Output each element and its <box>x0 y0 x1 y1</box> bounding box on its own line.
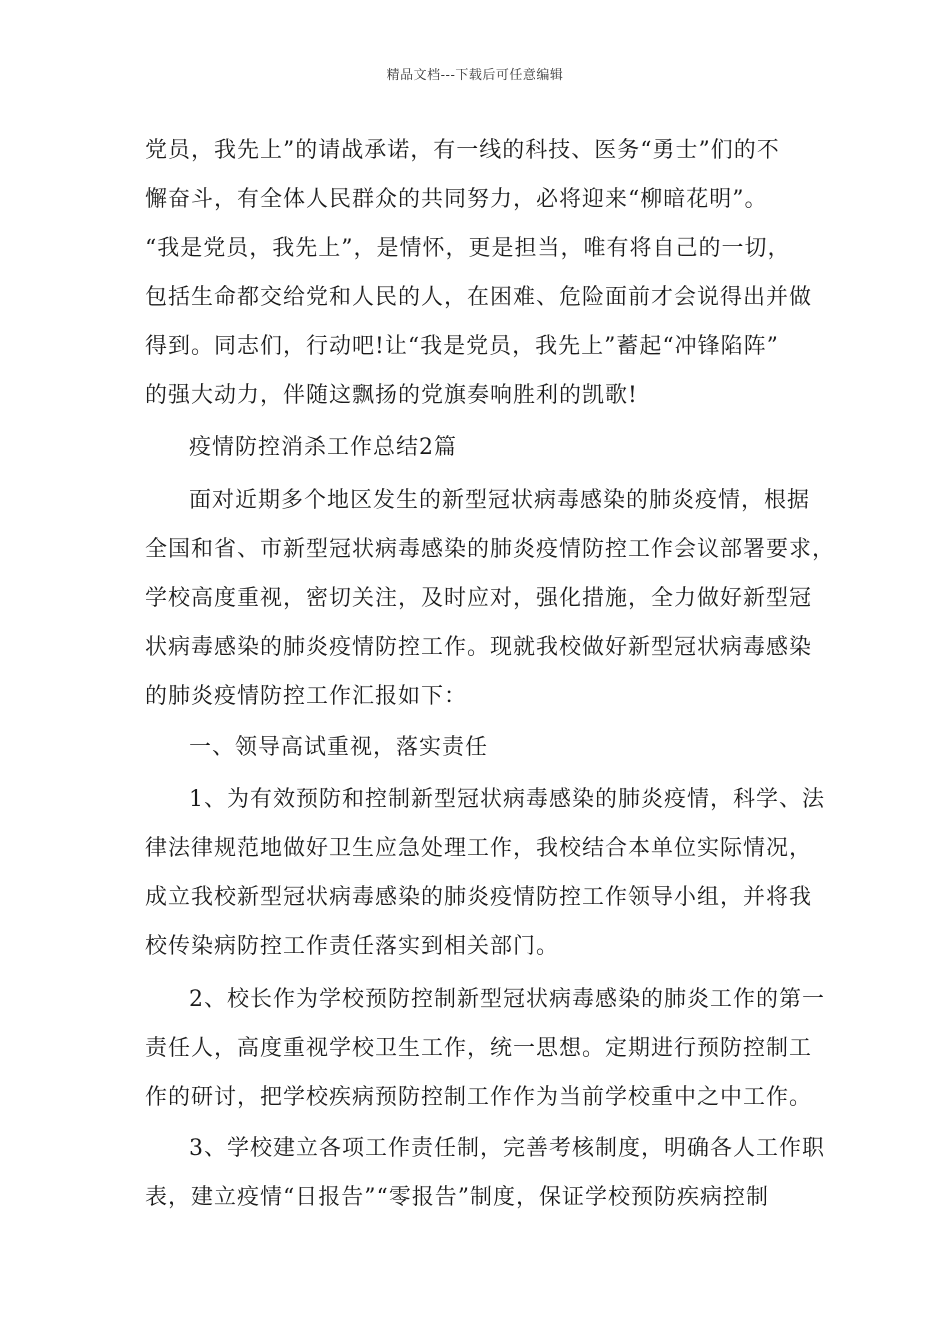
paragraph-line: 1、为有效预防和控制新型冠状病毒感染的肺炎疫情，科学、法 <box>189 787 825 812</box>
text-line: 得到。同志们，行动吧!让“我是党员，我先上”蓄起“冲锋陷阵” <box>145 334 779 359</box>
paragraph-line: 2、校长作为学校预防控制新型冠状病毒感染的肺炎工作的第一 <box>189 987 825 1012</box>
page-header: 精品文档---下载后可任意编辑 <box>386 68 564 83</box>
text-line: 状病毒感染的肺炎疫情防控工作。现就我校做好新型冠状病毒感染 <box>145 635 813 660</box>
text-line: 学校高度重视，密切关注，及时应对，强化措施，全力做好新型冠 <box>145 586 813 611</box>
paragraph-line: 3、学校建立各项工作责任制，完善考核制度，明确各人工作职 <box>189 1136 825 1161</box>
section-title: 疫情防控消杀工作总结2篇 <box>189 435 457 460</box>
heading-line: 一、领导高试重视，落实责任 <box>189 735 489 760</box>
text-line: 党员，我先上”的请战承诺，有一线的科技、医务“勇士”们的不 <box>145 138 780 163</box>
text-line: “我是党员，我先上”，是情怀，更是担当，唯有将自己的一切， <box>145 236 791 261</box>
text-line: 律法律规范地做好卫生应急处理工作，我校结合本单位实际情况， <box>145 836 813 861</box>
text-line: 的强大动力，伴随这飘扬的党旗奏响胜利的凯歌! <box>145 383 638 408</box>
text-line: 的肺炎疫情防控工作汇报如下： <box>145 684 468 709</box>
text-line: 表，建立疫情“日报告”“零报告”制度，保证学校预防疾病控制 <box>145 1185 769 1210</box>
text-line: 校传染病防控工作责任落实到相关部门。 <box>145 934 560 959</box>
paragraph-line: 面对近期多个地区发生的新型冠状病毒感染的肺炎疫情，根据 <box>189 488 811 513</box>
text-line: 责任人，高度重视学校卫生工作，统一思想。定期进行预防控制工 <box>145 1036 813 1061</box>
text-line: 作的研讨，把学校疾病预防控制工作作为当前学校重中之中工作。 <box>145 1085 813 1110</box>
text-line: 包括生命都交给党和人民的人，在困难、危险面前才会说得出并做 <box>145 285 813 310</box>
text-line: 全国和省、市新型冠状病毒感染的肺炎疫情防控工作会议部署要求， <box>145 537 836 562</box>
text-line: 成立我校新型冠状病毒感染的肺炎疫情防控工作领导小组，并将我 <box>145 885 813 910</box>
text-line: 懈奋斗，有全体人民群众的共同努力，必将迎来“柳暗花明”。 <box>145 187 768 212</box>
